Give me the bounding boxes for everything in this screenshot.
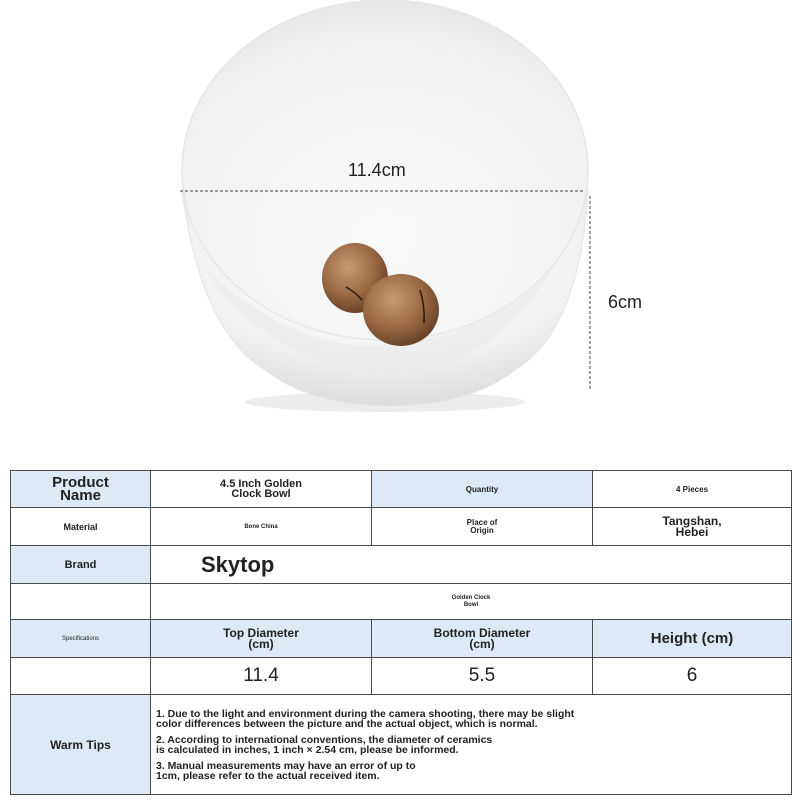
brand-value: Skytop [151, 546, 792, 584]
quantity-value: 4 Pieces [593, 471, 792, 508]
table-row [11, 658, 792, 695]
brand-label: Brand [11, 546, 151, 584]
value-top-diameter: 11.4 [151, 658, 372, 695]
series-value: Golden Clock Bowl [151, 584, 792, 620]
table-row [11, 695, 792, 795]
origin-value: Tangshan, Hebei [593, 508, 792, 546]
origin-label: Place of Origin [372, 508, 593, 546]
value-bottom-diameter: 5.5 [372, 658, 593, 695]
quantity-label: Quantity [372, 471, 593, 508]
specifications-label: Specifications [11, 620, 151, 658]
table-row [11, 620, 792, 658]
table-row [11, 546, 792, 584]
column-height: Height (cm) [593, 620, 792, 658]
macadamia-nut-icon [363, 274, 439, 346]
warm-tips-label: Warm Tips [11, 695, 151, 795]
width-measurement-label: 11.4cm [348, 160, 406, 180]
column-top-diameter: Top Diameter (cm) [151, 620, 372, 658]
product-name-label: Product Name [11, 471, 151, 508]
empty-cell [11, 658, 151, 695]
table-row [11, 471, 792, 508]
warm-tips-content [151, 695, 792, 795]
table-row [11, 508, 792, 546]
material-label: Material [11, 508, 151, 546]
spec-table [10, 470, 792, 795]
product-name-value: 4.5 Inch Golden Clock Bowl [151, 471, 372, 508]
height-measurement-label: 6cm [608, 292, 643, 312]
column-bottom-diameter: Bottom Diameter (cm) [372, 620, 593, 658]
tip-item: 3. Manual measurements may have an error of up to 1cm, please refer to the actual received item. [156, 759, 416, 782]
value-height: 6 [593, 658, 792, 695]
empty-cell [11, 584, 151, 620]
table-row [11, 584, 792, 620]
tip-item: 2. According to international conventions, the diameter of ceramics is calculated in inches, 1 inch × 2.54 cm, please be informed. [156, 733, 493, 756]
material-value: Bone China [151, 508, 372, 546]
tip-item: 1. Due to the light and environment during the camera shooting, there may be slight color differences between the picture and the actual object, which is normal. [156, 707, 575, 730]
